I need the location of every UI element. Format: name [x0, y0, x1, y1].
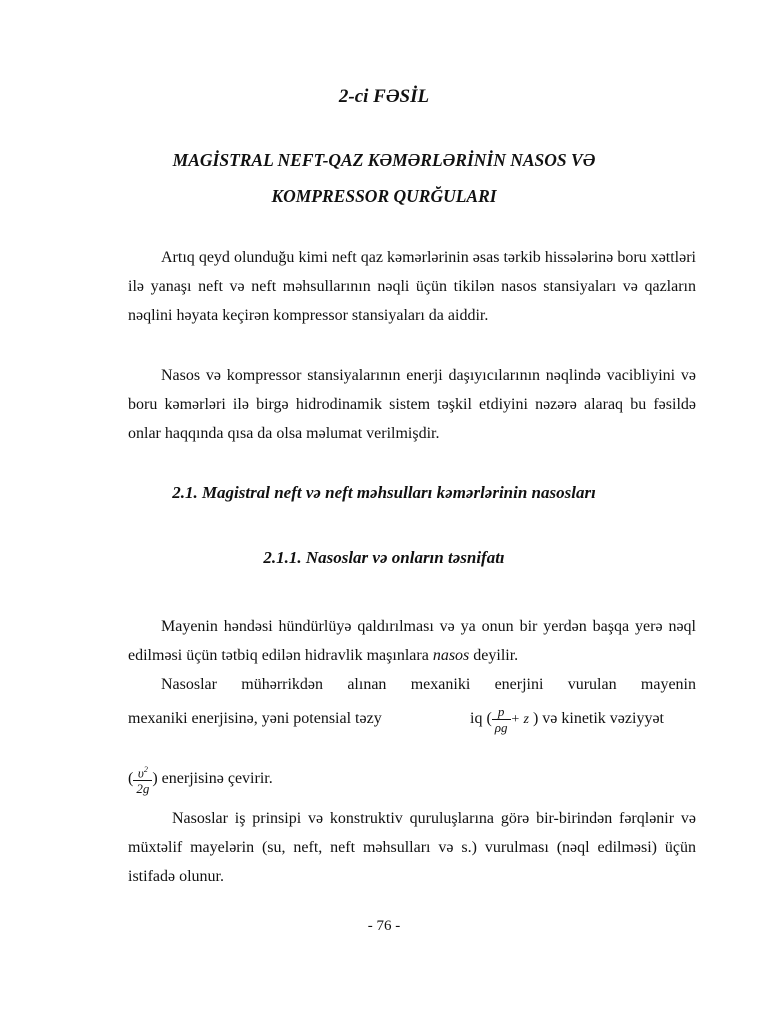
kinetic-fraction — [133, 762, 152, 796]
chapter-heading: 2-ci FƏSİL — [338, 86, 430, 107]
pressure-denominator: ρg — [494, 720, 508, 735]
definition-end: deyilir. — [469, 647, 519, 664]
page-number: - 76 - — [367, 918, 401, 934]
energy-paragraph-line-1: Nasoslar mühərrikdən alınan mexaniki enerjini vurulan mayenin — [161, 676, 696, 693]
kinetic-open: ( — [128, 769, 134, 787]
energy-text-c: ) və kinetik vəziyyət — [532, 710, 664, 728]
definition-term: nasos — [432, 647, 470, 664]
definition-text: Mayenin həndəsi hündürlüyə qaldırılması və ya onun bir yerdən başqa yerə nəql edilməsi üçün tətbiq edilən hidravlik maşınlara — [128, 618, 696, 664]
intro-paragraph-2: Nasos və kompressor stansiyalarının enerji daşıyıcılarının nəqlində vacibliyini və boru kəmərləri ilə birgə hidrodinamik sistem təşkil etdiyini nəzərə alaraq bu fəsildə onlar haqqında qısa da olsa məlumat verilmişdir. — [128, 367, 696, 442]
chapter-title-line-2: KOMPRESSOR QURĞULARI — [271, 186, 497, 206]
pressure-numerator: p — [492, 704, 511, 720]
kinetic-exponent: 2 — [143, 765, 148, 774]
pressure-formula — [470, 704, 664, 735]
energy-text-a: mexaniki enerjisinə, yəni potensial təzy — [128, 710, 382, 727]
classification-paragraph: Nasoslar iş prinsipi və konstruktiv quruluşlarına görə bir-birindən fərqlənir və müxtəlif mayelərin (su, neft, neft məhsulları və s.) vurulması (nəql edilməsi) üçün istifadə olunur. — [128, 810, 696, 885]
kinetic-denominator: 2g — [136, 781, 150, 797]
energy-paragraph-line-3 — [128, 762, 273, 796]
section-heading: 2.1. Magistral neft və neft məhsulları kəmərlərinin nasosları — [172, 483, 596, 502]
subsection-heading: 2.1.1. Nasoslar və onların təsnifatı — [263, 548, 505, 567]
definition-paragraph — [128, 612, 696, 670]
intro-paragraph-1: Artıq qeyd olunduğu kimi neft qaz kəmərlərinin əsas tərkib hissələrinə boru xəttləri ilə yanaşı neft və neft məhsullarının nəqli üçün tikilən nasos stansiyaları və qazların nəqlini həyata keçirən kompressor stansiyaları da aiddir. — [128, 249, 696, 324]
formula-open: iq ( — [470, 710, 492, 728]
kinetic-velocity: υ — [137, 765, 144, 781]
energy-text-end: ) enerjisinə çevirir. — [152, 769, 273, 787]
chapter-title-line-1: MAGİSTRAL NEFT-QAZ KƏMƏRLƏRİNİN NASOS VƏ — [172, 150, 596, 170]
kinetic-numerator — [133, 762, 152, 781]
pressure-fraction — [492, 704, 511, 735]
energy-paragraph-line-2 — [128, 710, 382, 728]
height-term: + z — [510, 712, 529, 728]
